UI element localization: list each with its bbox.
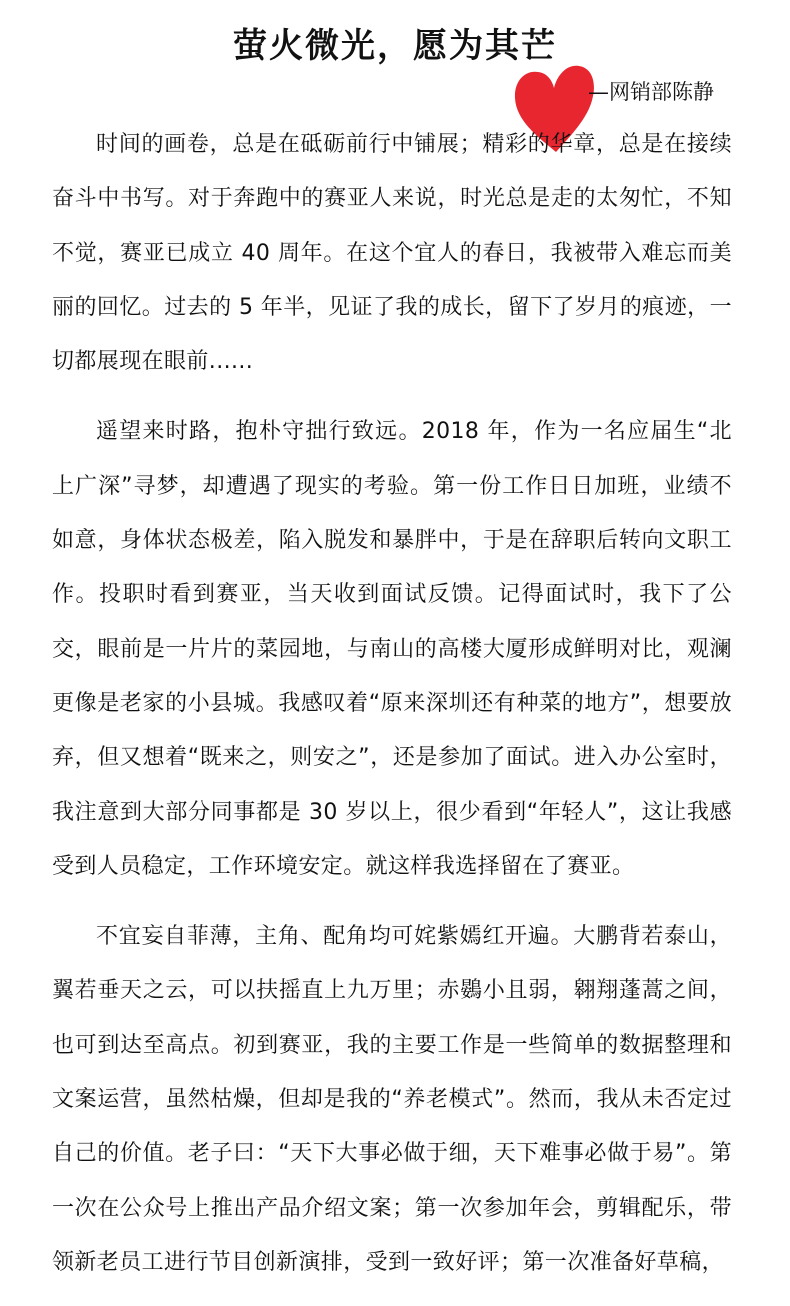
paragraph: 遥望来时路，抱朴守拙行致远。2018 年，作为一名应届生“北上广深”寻梦，却遭遇了现实的考验。第一份工作日日加班，业绩不如意，身体状态极差，陷入脱发和暴胖中，于是在辞职后转向文职工作。投职时看到赛亚，当天收到面试反馈。记得面试时，我下了公交，眼前是一片片的菜园地，与南山的高楼大厦形成鲜明对比，观澜更像是老家的小县城。我感叹着“原来深圳还有种菜的地方”，想要放弃，但又想着“既来之，则安之”，还是参加了面试。进入办公室时，我注意到大部分同事都是 30 岁以上，很少看到“年轻人”，这让我感受到人员稳定，工作环境安定。就这样我选择留在了赛亚。 xyxy=(52,419,732,879)
document-body xyxy=(52,118,732,1306)
author-byline: —网销部陈静 xyxy=(588,80,714,104)
paragraph: 不宜妄自菲薄，主角、配角均可姹紫嫣红开遍。大鹏背若泰山，翼若垂天之云，可以扶摇直上九万里；赤鷃小且弱，翱翔蓬蒿之间，也可到达至高点。初到赛亚，我的主要工作是一些简单的数据整理和文案运营，虽然枯燥，但却是我的“养老模式”。然而，我从未否定过自己的价值。老子曰：“天下大事必做于细，天下难事必做于易”。第一次在公众号上推出产品介绍文案；第一次参加年会，剪辑配乐，带领新老员工进行节目创新演排，受到一致好评；第一次准备好草稿， xyxy=(52,924,732,1275)
paragraph: 时间的画卷，总是在砥砺前行中铺展；精彩的华章，总是在接续奋斗中书写。对于奔跑中的赛亚人来说，时光总是走的太匆忙，不知不觉，赛亚已成立 40 周年。在这个宜人的春日，我被带入难忘而美丽的回忆。过去的 5 年半，见证了我的成长，留下了岁月的痕迹，一切都展现在眼前...... xyxy=(52,132,732,375)
document-title: 萤火微光，愿为其芒 xyxy=(233,26,557,66)
